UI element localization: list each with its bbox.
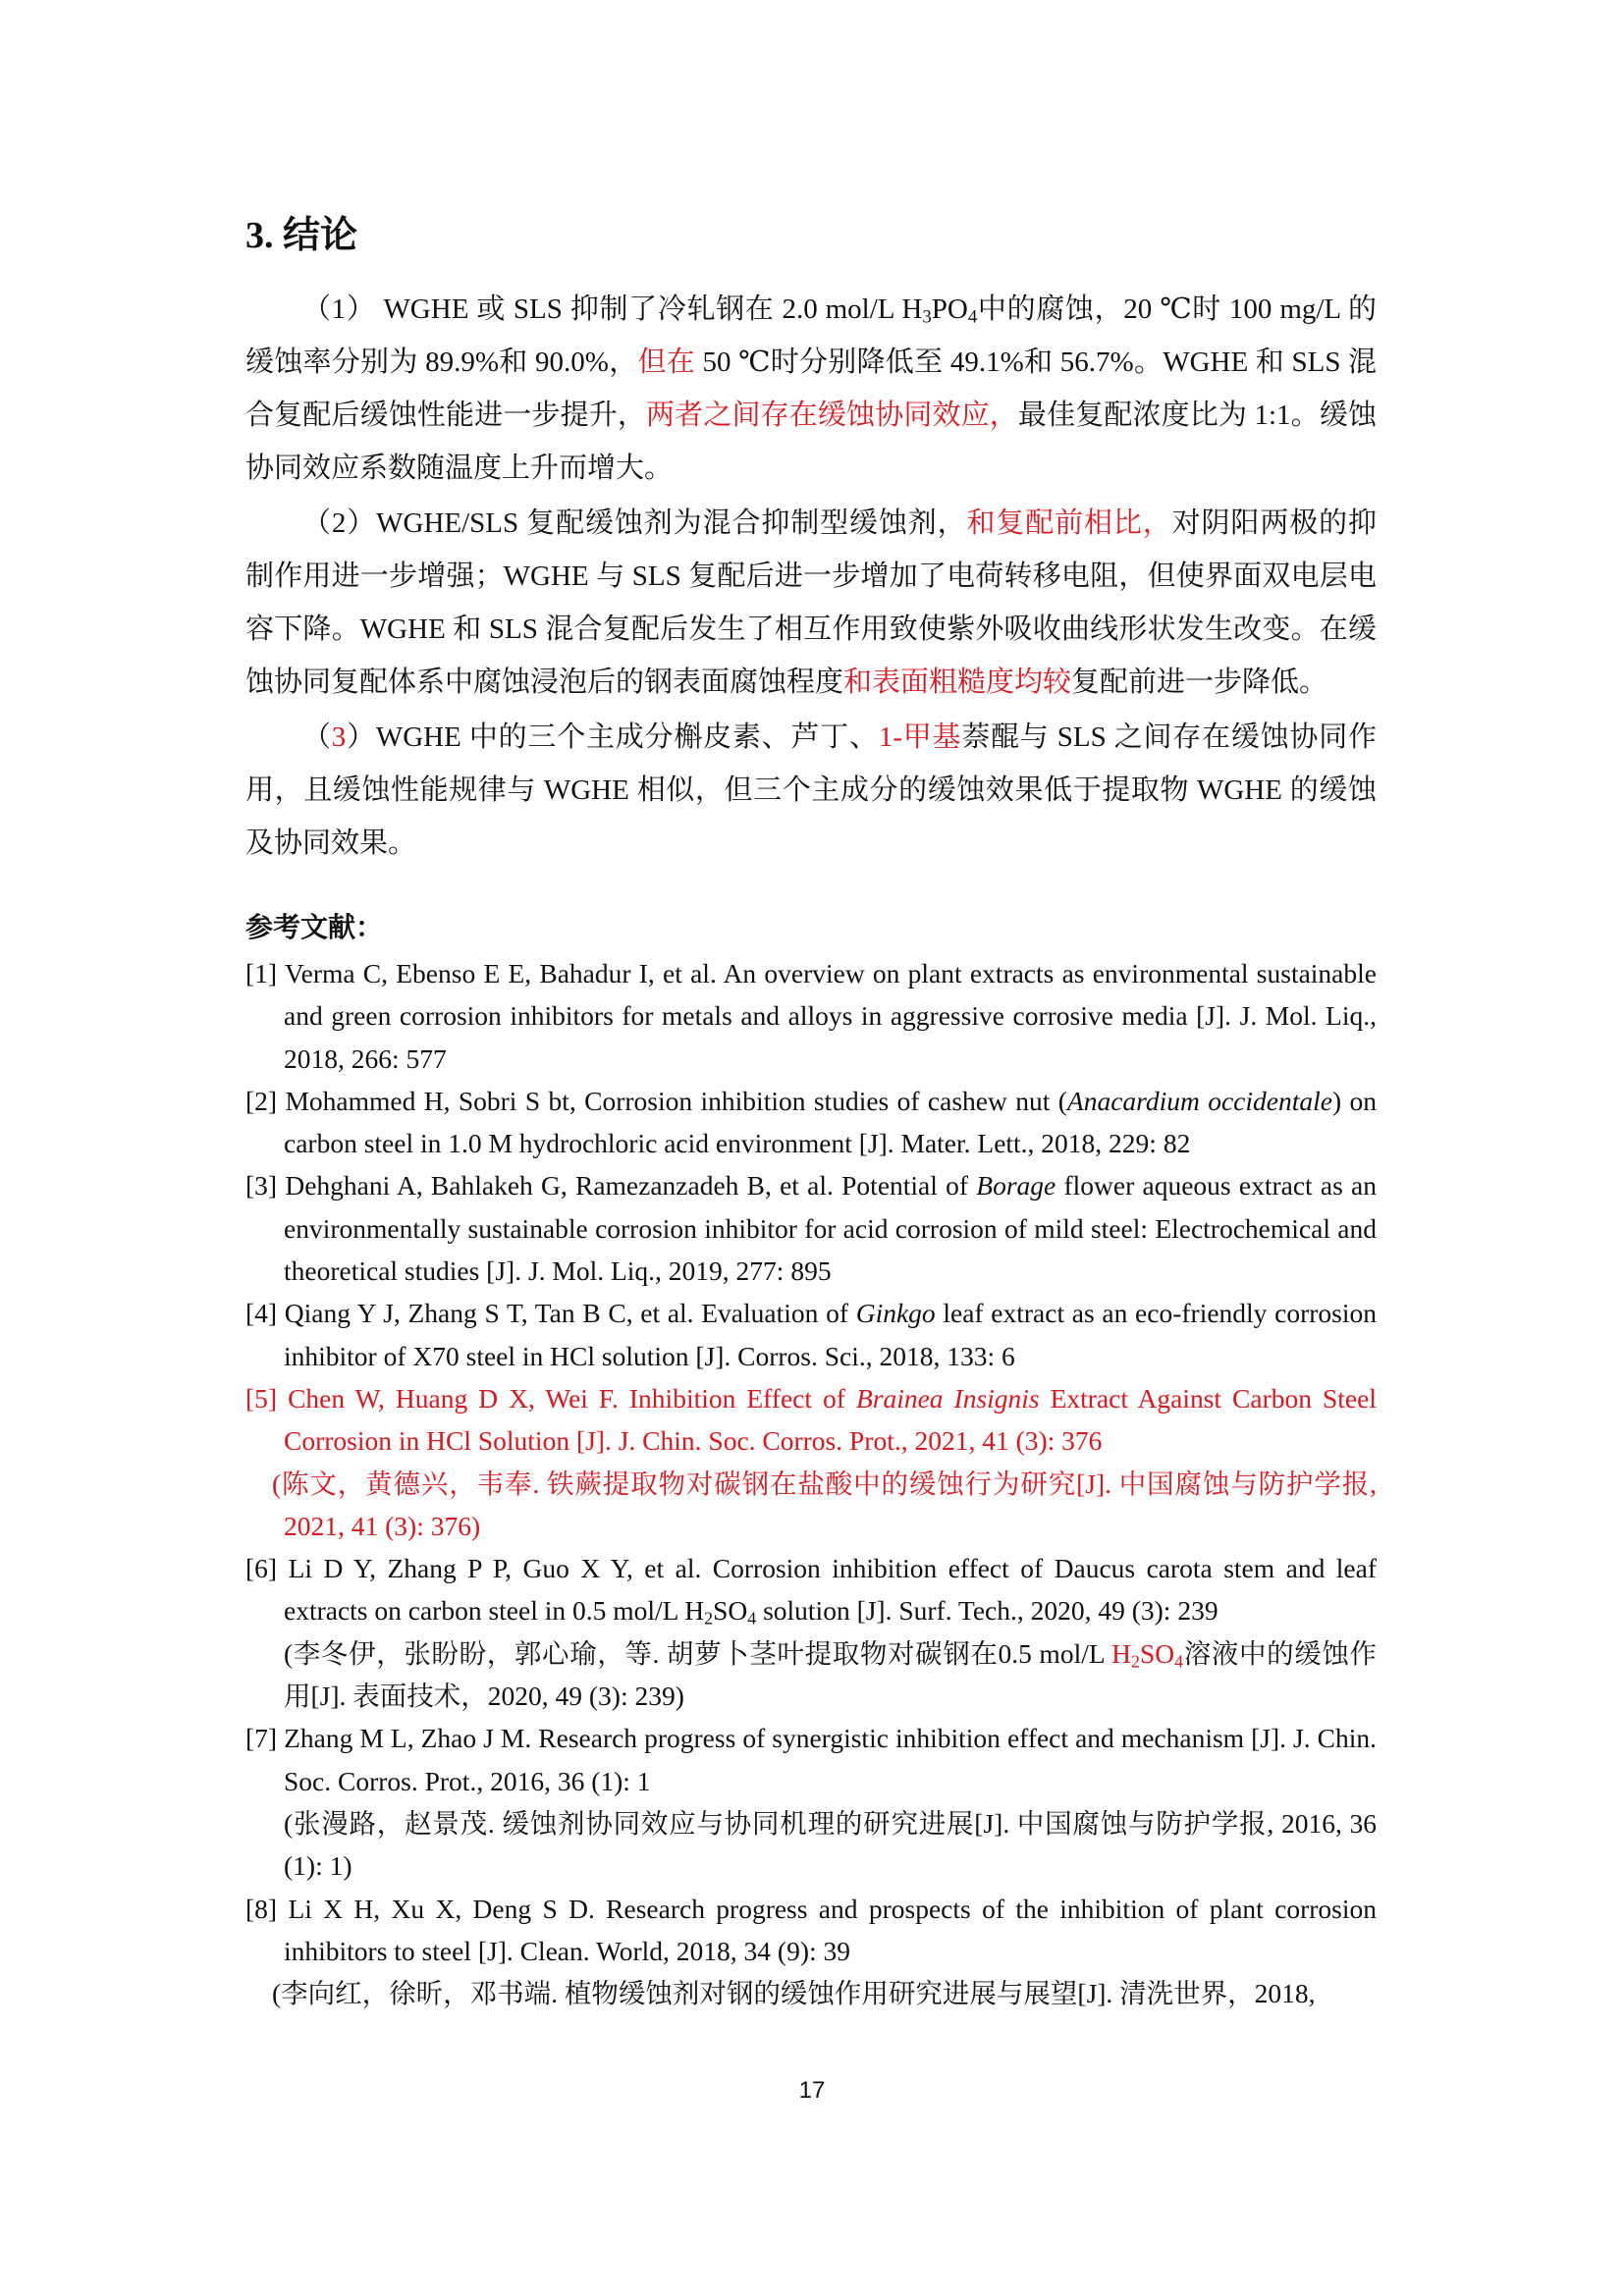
reference-number: [6]: [245, 1553, 278, 1584]
page-number: 17: [798, 2077, 826, 2104]
reference-chinese: (陈文，黄德兴，韦奉. 铁蕨提取物对碳钢在盐酸中的缓蚀行为研究[J]. 中国腐蚀与防护学报, 2021, 41 (3): 376): [272, 1468, 1377, 1541]
reference-text: flower aqueous extract as an environmentally sustainable corrosion inhibitor for acid corrosion of mild steel: Electrochemical and theoretical studies [J]. J. Mol. Liq., 2019, 277: 895: [284, 1170, 1378, 1287]
text: 对阴阳两极的抑制作用进一步增强；WGHE 与 SLS 复配后进一步增加了电荷转移电阻，但使界面双电层电容下降。WGHE 和 SLS 混合复配后发生了相互作用致使紫外吸收曲线形状发生改变。在缓蚀协同复配体系中腐蚀浸泡后的钢表面腐蚀程度: [245, 507, 1377, 698]
reference-text: Qiang Y J, Zhang S T, Tan B C, et al. Evaluation of: [284, 1298, 856, 1329]
reference-chinese: (李向红，徐昕，邓书端. 植物缓蚀剂对钢的缓蚀作用研究进展与展望[J]. 清洗世界，2018,: [272, 1978, 1316, 2009]
text: H: [1111, 1637, 1132, 1669]
reference-chinese: (张漫路，赵景茂. 缓蚀剂协同效应与协同机理的研究进展[J]. 中国腐蚀与防护学报, 2016, 36 (1): 1): [284, 1807, 1377, 1882]
species-name: Brainea Insignis: [855, 1382, 1040, 1414]
text: （: [302, 721, 332, 753]
subscript: 3: [922, 306, 932, 328]
text: 最佳复配浓度比为 1:1。缓蚀协同效应系数随温度上升而增大。: [245, 400, 1377, 484]
highlighted-formula: [1111, 1637, 1184, 1672]
reference-6: [245, 1547, 1377, 1717]
text: 中的腐蚀，20 ℃时 100 mg/L 的缓蚀率分别为 89.9%和 90.0%，: [245, 294, 1377, 378]
reference-number: [1]: [245, 958, 278, 988]
reference-text: Chen W, Huang D X, Wei F. Inhibition Effect of: [288, 1382, 856, 1414]
reference-text: SO: [713, 1595, 748, 1627]
highlighted-text: 但在: [637, 347, 696, 378]
species-name: Borage: [976, 1170, 1056, 1201]
highlighted-text: 和表面粗糙度均较: [843, 667, 1072, 698]
reference-text: leaf extract as an eco-friendly corrosion inhibitor of X70 steel in HCl solution [J]. Corros. Sci., 2018, 133: 6: [284, 1298, 1377, 1371]
highlighted-text: 和复配前相比，: [966, 507, 1172, 539]
reference-text: Li D Y, Zhang P P, Guo X Y, et al. Corrosion inhibition effect of Daucus carota stem and leaf extracts on carbon steel in 0.5 mol/L H: [284, 1553, 1377, 1627]
reference-text: ) on carbon steel in 1.0 M hydrochloric acid environment [J]. Mater. Lett., 2018, 229: 82: [284, 1085, 1377, 1159]
text: PO: [931, 294, 968, 325]
page-content: [245, 208, 1377, 2014]
text: （2）WGHE/SLS 复配缓蚀剂为混合抑制型缓蚀剂，: [302, 507, 967, 539]
text: 萘醌与 SLS 之间存在缓蚀协同作用，且缓蚀性能规律与 WGHE 相似，但三个主成分的缓蚀效果低于提取物 WGHE 的缓蚀及协同效果。: [245, 721, 1377, 859]
reference-text: Mohammed H, Sobri S bt, Corrosion inhibition studies of cashew nut (: [285, 1085, 1067, 1116]
reference-number: [4]: [245, 1298, 278, 1329]
reference-5: [245, 1377, 1377, 1547]
reference-text: Dehghani A, Bahlakeh G, Ramezanzadeh B, et al. Potential of: [285, 1170, 977, 1201]
subscript: 4: [747, 1608, 757, 1629]
reference-text: 溶液中的缓蚀作用[J]. 表面技术，2020, 49 (3): 239): [284, 1637, 1378, 1712]
reference-number: [2]: [245, 1085, 278, 1116]
text: ）WGHE 中的三个主成分槲皮素、芦丁、: [346, 721, 879, 753]
reference-4: [245, 1292, 1377, 1377]
reference-text: (李冬伊，张盼盼，郭心瑜，等. 胡萝卜茎叶提取物对碳钢在0.5 mol/L: [284, 1637, 1112, 1669]
text: 复配前进一步降低。: [1071, 667, 1328, 698]
reference-number: [5]: [245, 1382, 278, 1414]
references-heading: 参考文献：: [245, 913, 384, 943]
reference-3: [245, 1164, 1377, 1292]
subscript: 4: [967, 306, 978, 328]
species-name: Anacardium occidentale: [1066, 1085, 1332, 1116]
section-heading: 3. 结论: [245, 215, 358, 256]
reference-text: Extract Against Carbon Steel Corrosion in HCl Solution [J]. J. Chin. Soc. Corros. Prot., 2021, 41 (3): 376: [284, 1382, 1377, 1457]
reference-text: Li X H, Xu X, Deng S D. Research progress and prospects of the inhibition of plant corrosion inhibitors to steel [J]. Clean. World, 2018, 34 (9): 39: [284, 1893, 1378, 1966]
text: （1） WGHE 或 SLS 抑制了冷轧钢在 2.0 mol/L H: [302, 294, 923, 325]
highlighted-text: 两者之间存在缓蚀协同效应，: [646, 400, 1018, 431]
text: SO: [1139, 1637, 1175, 1669]
reference-chinese: [245, 1632, 1377, 1718]
conclusion-paragraph-2: [245, 497, 1377, 709]
reference-text: Zhang M L, Zhao J M. Research progress of synergistic inhibition effect and mechanism [J]. J. Chin. Soc. Corros. Prot., 2016, 36 (1): 1: [284, 1723, 1378, 1796]
reference-number: [3]: [245, 1170, 278, 1201]
highlighted-text: 1-甲基: [878, 721, 962, 753]
conclusion-paragraph-3: [245, 711, 1377, 870]
reference-8: [245, 1888, 1377, 2015]
reference-7: [245, 1717, 1377, 1887]
reference-1: [245, 952, 1377, 1080]
reference-number: [8]: [245, 1893, 278, 1924]
reference-2: [245, 1080, 1377, 1165]
subscript: 4: [1174, 1651, 1184, 1672]
text: 50 ℃时分别降低至 49.1%和 56.7%。WGHE 和 SLS 混合复配后缓蚀性能进一步提升，: [245, 347, 1377, 431]
species-name: Ginkgo: [855, 1298, 936, 1329]
reference-number: [7]: [245, 1723, 278, 1754]
highlighted-text: 3: [331, 721, 347, 753]
subscript: 2: [704, 1608, 714, 1629]
reference-text: Verma C, Ebenso E E, Bahadur I, et al. An overview on plant extracts as environmental sustainable and green corrosion inhibitors for metals and alloys in aggressive corrosive media [J]. J. Mol. Liq., 2018, 266: 577: [284, 958, 1377, 1074]
reference-text: solution [J]. Surf. Tech., 2020, 49 (3): 239: [756, 1595, 1218, 1627]
conclusion-paragraph-1: [245, 283, 1377, 495]
subscript: 2: [1131, 1651, 1140, 1672]
